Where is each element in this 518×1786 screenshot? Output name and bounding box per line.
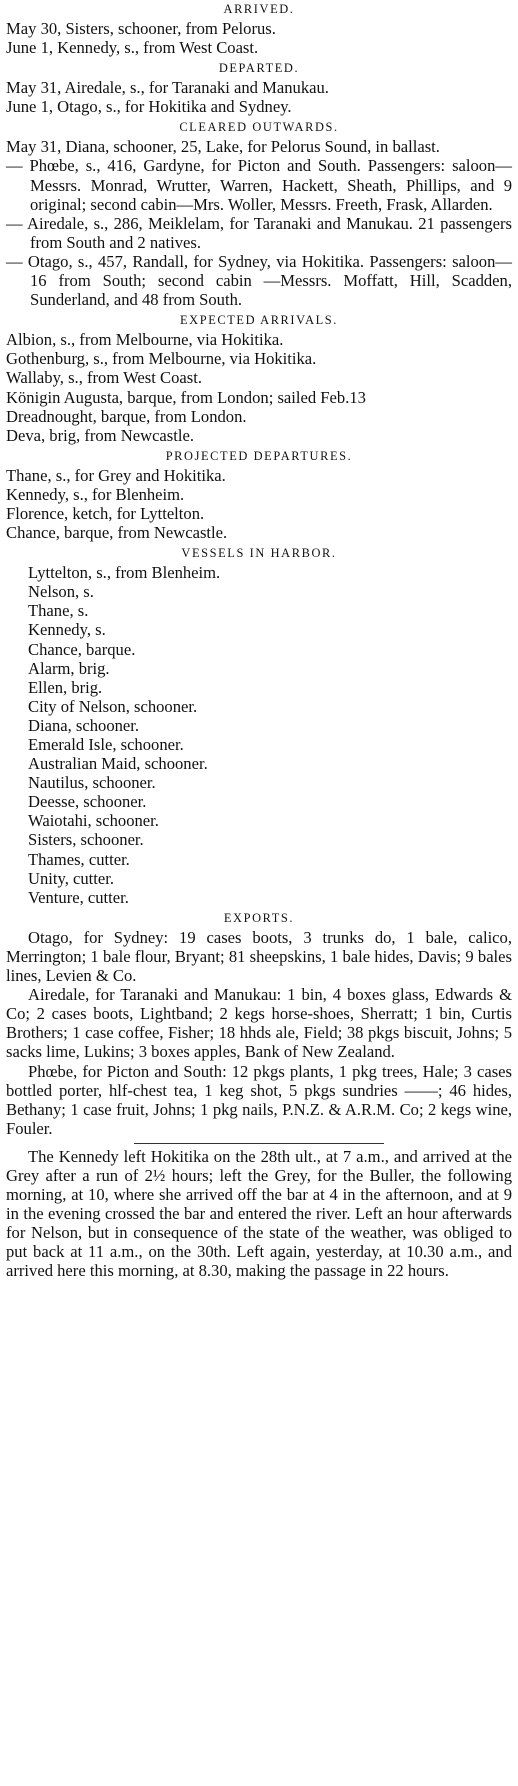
vessel-item: Chance, barque. <box>28 639 136 659</box>
arrived-section <box>6 1 512 57</box>
expected-arrivals-heading: EXPECTED ARRIVALS. <box>180 313 338 328</box>
expected-arrival-item: Deva, brig, from Newcastle. <box>6 425 194 445</box>
vessel-item: Venture, cutter. <box>28 887 129 907</box>
vessel-item: City of Nelson, schooner. <box>28 696 198 716</box>
vessel-item: Kennedy, s. <box>28 620 106 640</box>
expected-arrival-item: Dreadnought, barque, from London. <box>6 406 247 426</box>
expected-arrival-item: Königin Augusta, barque, from London; sailed Feb.13 <box>6 387 366 407</box>
projected-departure-item: Florence, ketch, for Lyttelton. <box>6 503 205 523</box>
arrived-entry: May 30, Sisters, schooner, from Pelorus. <box>6 19 276 38</box>
departed-entry: June 1, Otago, s., for Hokitika and Sydney. <box>6 97 292 117</box>
expected-arrival-item: Wallaby, s., from West Coast. <box>6 368 202 388</box>
vessel-item: Emerald Isle, schooner. <box>28 735 184 754</box>
projected-departure-item: Chance, barque, from Newcastle. <box>6 523 228 543</box>
vessel-item: Lyttelton, s., from Blenheim. <box>28 563 221 583</box>
vessel-item: Unity, cutter. <box>28 868 115 888</box>
vessel-item: Australian Maid, schooner. <box>28 754 208 774</box>
export-paragraph: Phœbe, for Picton and South: 12 pkgs plants, 1 pkg trees, Hale; 3 cases bottled porter, hlf-chest tea, 1 keg shot, 5 pkgs sundries ——; 46 hides, Bethany; 1 case fruit, Johns; 1 pkg nails, P.N.Z. & A.R.M. Co; 2 kegs wine, Fouler. <box>6 1061 512 1138</box>
departed-section <box>6 60 512 116</box>
cleared-entry: — Phœbe, s., 416, Gardyne, for Picton and South. Passengers: saloon—Messrs. Monrad, Wrutter, Warren, Hackett, Sheath, Phillips, and 9 original; second cabin—Mrs. Woller, Messrs. Freeth, Frask, Allarden. <box>6 156 512 214</box>
projected-departure-item: Thane, s., for Grey and Hokitika. <box>6 465 226 485</box>
vessel-item: Diana, schooner. <box>28 715 140 735</box>
projected-departure-item: Kennedy, s., for Blenheim. <box>6 484 185 504</box>
newspaper-shipping-column <box>0 1 518 1786</box>
news-note-section <box>6 1147 512 1281</box>
vessels-in-harbor-heading: VESSELS IN HARBOR. <box>181 546 337 561</box>
arrived-entry: June 1, Kennedy, s., from West Coast. <box>6 38 259 58</box>
news-note-paragraph: The Kennedy left Hokitika on the 28th ult., at 7 a.m., and arrived at the Grey after a run of 2½ hours; left the Grey, for the Buller, the following morning, at 10, where she arrived off the bar at 4 in the afternoon, and at 9 in the evening crossed the bar and entered the river. Left an hour afterwards for Nelson, but in consequence of the state of the weather, was obliged to put back at 11 a.m., on the 30th. Left again, yesterday, at 10.30 a.m., and arrived here this morning, at 8.30, making the passage in 22 hours. <box>6 1146 512 1281</box>
cleared-outwards-heading: CLEARED OUTWARDS. <box>179 120 339 135</box>
export-paragraph: Airedale, for Taranaki and Manukau: 1 bin, 4 boxes glass, Edwards & Co; 2 cases boots, Lightband; 2 kegs horse-shoes, Sherratt; 1 bin, Curtis Brothers; 1 case coffee, Fisher; 18 hhds ale, Field; 38 pkgs biscuit, Johns; 5 sacks lime, Lukins; 3 boxes apples, Bank of New Zealand. <box>6 985 512 1062</box>
projected-departures-heading: PROJECTED DEPARTURES. <box>165 448 353 463</box>
expected-arrival-item: Albion, s., from Melbourne, via Hokitika. <box>6 330 284 350</box>
vessel-item: Alarm, brig. <box>28 658 110 678</box>
vessel-item: Nelson, s. <box>28 582 94 602</box>
vessel-item: Thames, cutter. <box>28 849 130 869</box>
departed-entry: May 31, Airedale, s., for Taranaki and Manukau. <box>6 78 329 98</box>
cleared-outwards-section <box>6 119 512 309</box>
vessel-item: Thane, s. <box>28 601 89 621</box>
arrived-heading: ARRIVED. <box>223 2 295 16</box>
vessels-in-harbor-section <box>6 545 512 907</box>
exports-heading: EXPORTS. <box>223 910 295 925</box>
vessel-item: Sisters, schooner. <box>28 830 144 850</box>
projected-departures-section <box>6 448 512 542</box>
cleared-entry: May 31, Diana, schooner, 25, Lake, for Pelorus Sound, in ballast. <box>6 137 440 157</box>
departed-heading: DEPARTED. <box>218 61 300 76</box>
vessel-item: Ellen, brig. <box>28 677 103 697</box>
vessel-item: Nautilus, schooner. <box>28 773 156 793</box>
export-paragraph: Otago, for Sydney: 19 cases boots, 3 trunks do, 1 bale, calico, Merrington; 1 bale flour, Bryant; 81 sheepskins, 1 bale hides, Davis; 9 bales lines, Levien & Co. <box>6 927 512 986</box>
vessel-item: Deesse, schooner. <box>28 792 147 812</box>
cleared-entry: — Airedale, s., 286, Meiklelam, for Taranaki and Manukau. 21 passengers from South and 2 natives. <box>6 213 512 252</box>
expected-arrival-item: Gothenburg, s., from Melbourne, via Hokitika. <box>6 349 317 369</box>
expected-arrivals-section <box>6 312 512 445</box>
cleared-entry: — Otago, s., 457, Randall, for Sydney, via Hokitika. Passengers: saloon—16 from South; second cabin —Messrs. Moffatt, Hill, Scadden, Sunderland, and 48 from South. <box>6 251 512 310</box>
exports-section <box>6 910 512 1138</box>
section-divider <box>134 1143 384 1144</box>
vessel-item: Waiotahi, schooner. <box>28 811 159 831</box>
